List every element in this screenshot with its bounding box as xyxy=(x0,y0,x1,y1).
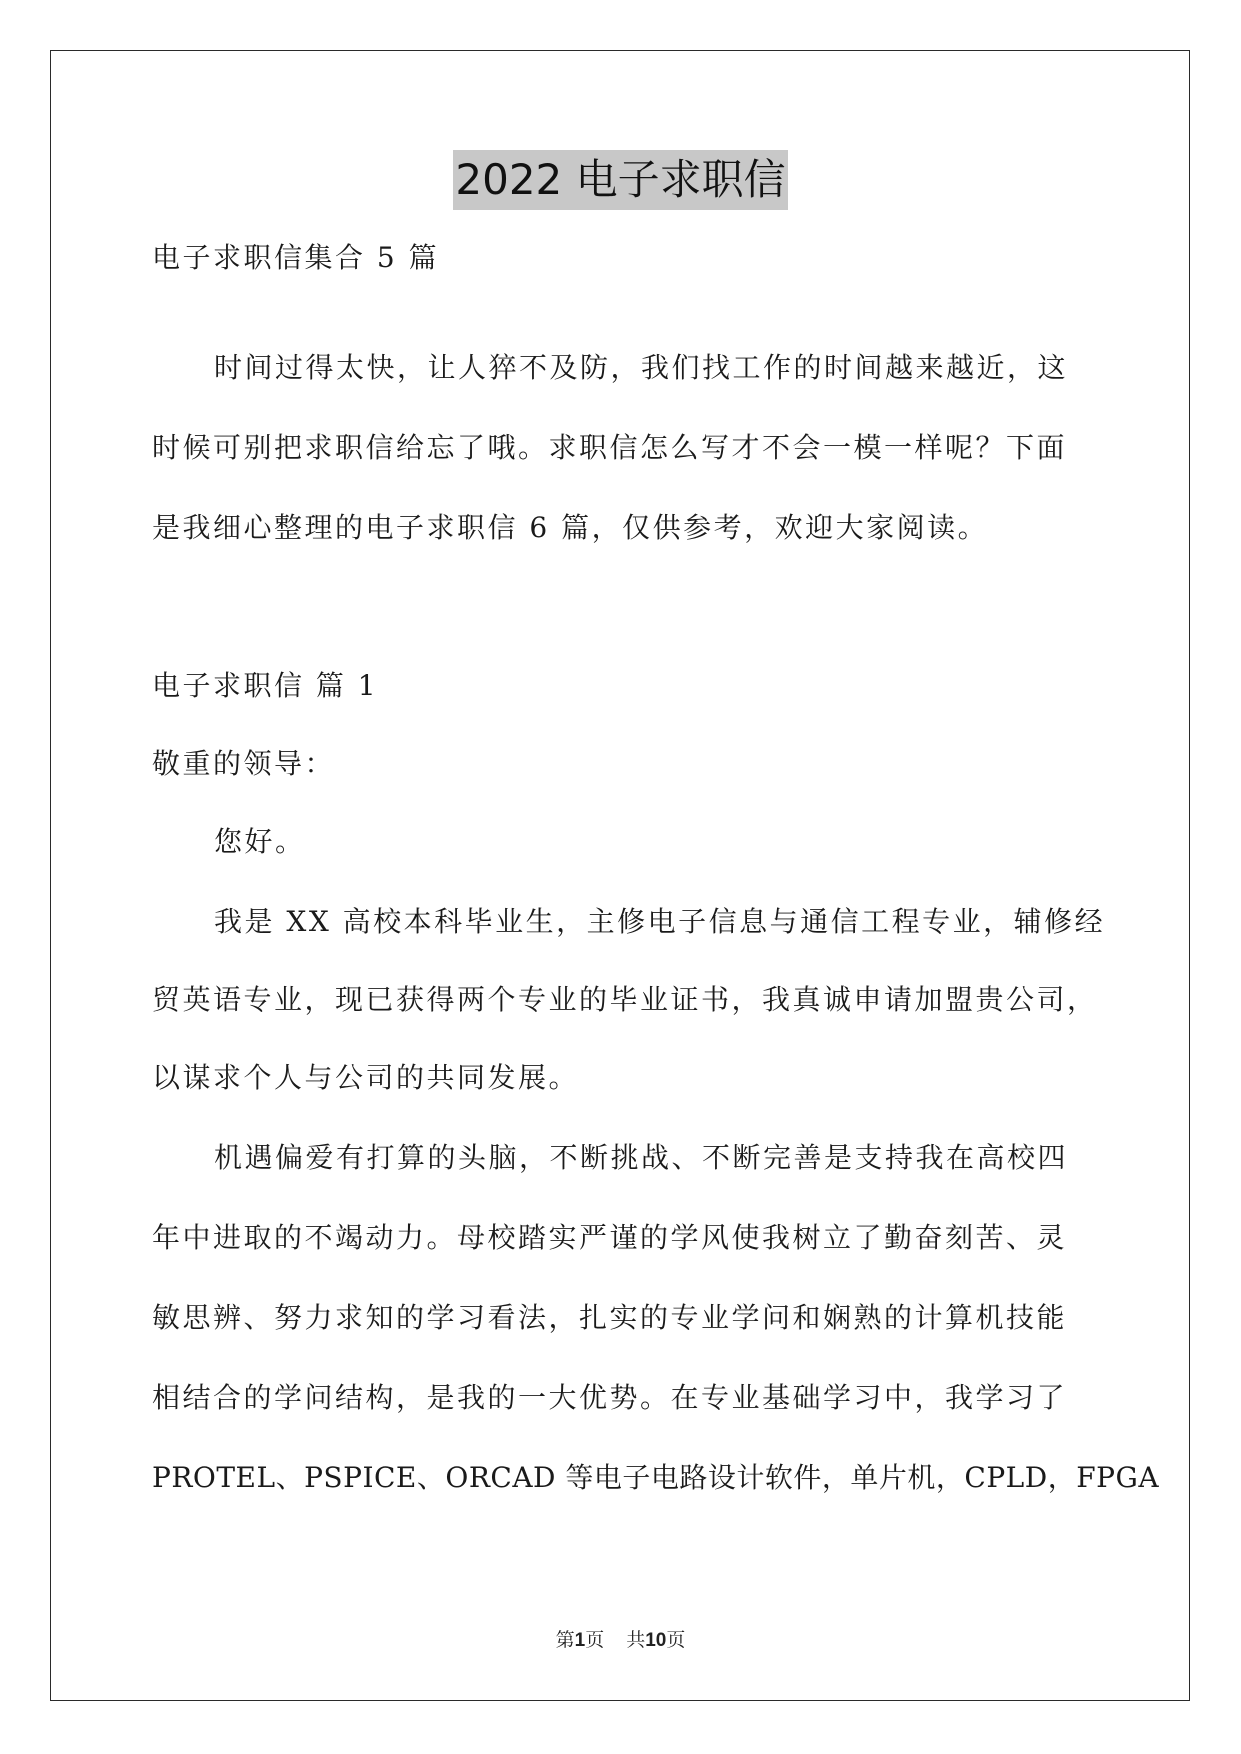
paragraph1-line-2: 贸英语专业，现已获得两个专业的毕业证书，我真诚申请加盟贵公司， xyxy=(152,983,1098,1016)
paragraph2-line-3: 敏思辨、努力求知的学习看法，扎实的专业学问和娴熟的计算机技能 xyxy=(152,1301,1068,1334)
footer-page-number: 1 xyxy=(574,1630,586,1651)
intro-line-3: 是我细心整理的电子求职信 6 篇，仅供参考，欢迎大家阅读。 xyxy=(152,511,989,544)
section-heading: 电子求职信 篇 1 xyxy=(152,669,379,702)
footer-total-pages: 10 xyxy=(645,1630,667,1651)
intro-line-2: 时候可别把求职信给忘了哦。求职信怎么写才不会一模一样呢？下面 xyxy=(152,431,1068,464)
paragraph2-line-5: PROTEL、PSPICE、ORCAD 等电子电路设计软件，单片机，CPLD，FPGA xyxy=(152,1461,1160,1494)
paragraph1-line-1: 我是 XX 高校本科毕业生，主修电子信息与通信工程专业，辅修经 xyxy=(214,905,1106,938)
intro-line-1: 时间过得太快，让人猝不及防，我们找工作的时间越来越近，这 xyxy=(214,351,1069,384)
salutation: 敬重的领导： xyxy=(152,747,336,780)
footer-total-prefix: 共 xyxy=(626,1629,646,1651)
paragraph2-line-1: 机遇偏爱有打算的头脑，不断挑战、不断完善是支持我在高校四 xyxy=(214,1141,1069,1174)
greeting: 您好。 xyxy=(214,825,306,858)
paragraph2-line-2: 年中进取的不竭动力。母校踏实严谨的学风使我树立了勤奋刻苦、灵 xyxy=(152,1221,1068,1254)
footer-page-prefix: 第 xyxy=(555,1629,575,1651)
page-footer xyxy=(0,1628,1241,1653)
page-border xyxy=(50,50,1190,1701)
document-title-text: 2022 电子求职信 xyxy=(453,150,787,210)
footer-page-suffix: 页 xyxy=(585,1629,605,1651)
paragraph1-line-3: 以谋求个人与公司的共同发展。 xyxy=(152,1061,580,1094)
paragraph2-line-4: 相结合的学问结构，是我的一大优势。在专业基础学习中，我学习了 xyxy=(152,1381,1068,1414)
document-title xyxy=(0,150,1241,210)
document-subtitle: 电子求职信集合 5 篇 xyxy=(152,241,440,274)
footer-total-suffix: 页 xyxy=(666,1629,686,1651)
